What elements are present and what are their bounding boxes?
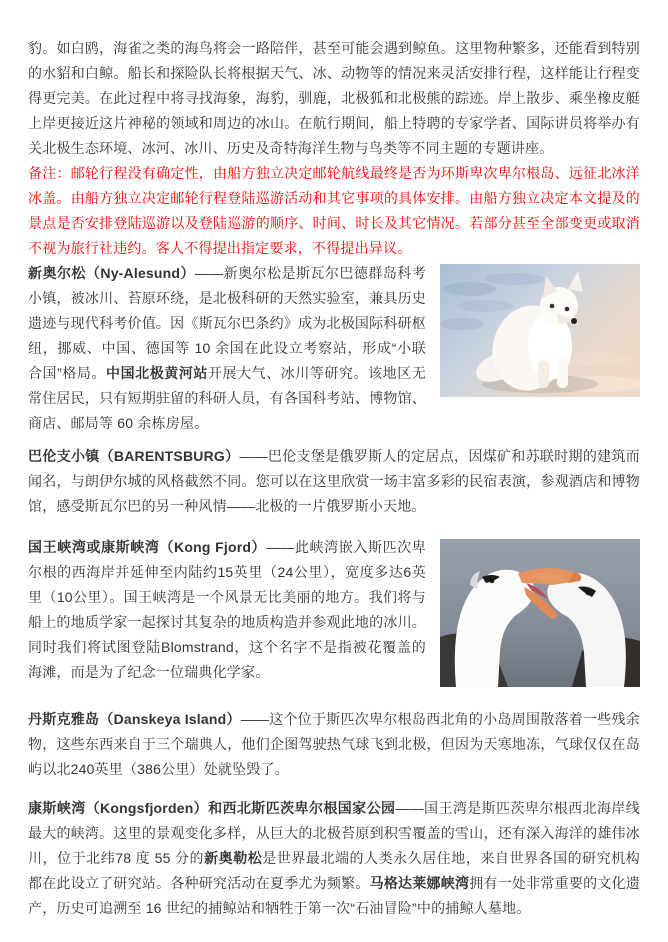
text-run: ——这个位于斯匹次卑尔根岛西北角的小岛周围散落着一些残余物，这些东西来自于三个瑞典人，他们企图驾驶热气球飞到北极，但因为天寒地冻，气球仅仅在岛屿以北240英里（386公里）处就坠毁了。 xyxy=(28,711,640,777)
section-kong-fjord xyxy=(28,535,640,691)
albatross-pair-image xyxy=(440,539,640,687)
section-barentsburg-text xyxy=(28,444,640,519)
section-kongsfjorden xyxy=(28,796,640,921)
bold-text-run: 新奥尔松（Ny-Alesund） xyxy=(28,265,195,281)
section-danskeya xyxy=(28,707,640,782)
text-run: ——国王湾是斯匹茨卑尔根西北海岸线最大的峡湾。这里的景观变化多样，从巨大的北极苔原到积雪覆盖的雪山，还有深入海洋的雄伟冰川，位于北纬78 度 55 分的 xyxy=(28,800,640,866)
bold-text-run: 马格达莱娜峡湾 xyxy=(369,875,470,891)
bold-text-run: 丹斯克雅岛（Danskeya Island） xyxy=(28,711,241,727)
text-run: 开展大气、冰川等研究。该地区无常住居民，只有短期驻留的科研人员，有各国科考站、博物馆、商店、邮局等 60 余栋房屋。 xyxy=(28,365,426,431)
bold-text-run: 巴伦支小镇（BARENTSBURG） xyxy=(28,448,240,464)
bold-text-run: 新奥勒松 xyxy=(204,850,263,866)
arctic-fox-image xyxy=(440,264,640,397)
text-run: 拥有一处非常重要的文化遗产，历史可追溯至 16 世纪的捕鲸站和牺牲于第一次“石油冒险”中的捕鲸人墓地。 xyxy=(28,875,640,916)
intro-paragraph xyxy=(28,36,640,161)
text-run: 豹。如白鸥，海雀之类的海鸟将会一路陪伴，甚至可能会遇到鲸鱼。这里物种繁多，还能看到特别的水貂和白鲸。船长和探险队长将根据天气、冰、动物等的情况来灵活安排行程，这样能让行程变得更完美。在此过程中将寻找海象，海豹，驯鹿，北极狐和北极熊的踪迹。岸上散步、乘坐橡皮艇上岸更接近这片神秘的领域和周边的冰山。在航行期间，船上特聘的专家学者、国际讲员将举办有关北极生态环境、冰河、冰川、历史及奇特海洋生物与鸟类等不同主题的专题讲座。 xyxy=(28,40,640,156)
section-danskeya-text xyxy=(28,707,640,782)
bold-text-run: 国王峡湾或康斯峡湾（Kong Fjord） xyxy=(28,539,267,555)
text-run: 备注：邮轮行程没有确定性，由船方独立决定邮轮航线最终是否为环斯卑次卑尔根岛、远征北冰洋冰盖。由船方独立决定邮轮行程登陆巡游活动和其它事项的具体安排。由船方独立决定本文提及的景点是否安排登陆巡游以及登陆巡游的顺序、时间、时长及其它情况。若部分甚至全部变更或取消不视为旅行社违约。客人不得提出指定要求，不得提出异议。 xyxy=(28,165,640,256)
bold-text-run: 中国北极黄河站 xyxy=(106,365,208,381)
bold-text-run: 康斯峡湾（Kongsfjorden）和西北斯匹茨卑尔根国家公园 xyxy=(28,800,396,816)
text-run: ——新奥尔松是斯瓦尔巴德群岛科考小镇，被冰川、苔原环绕，是北极科研的天然实验室，兼具历史遗迹与现代科考价值。因《斯瓦尔巴条约》成为北极国际科研枢纽，挪威、中国、德国等 10 余国在此设立考察站，形成“小联合国”格局。 xyxy=(28,265,426,381)
text-run: ——此峡湾嵌入斯匹次卑尔根的西海岸并延伸至内陆约15英里（24公里），宽度多达6英里（10公里）。国王峡湾是一个风景无比美丽的地方。我们将与船上的地质学家一起探讨其复杂的地质构造并参观此地的冰川。同时我们将试图登陆Blomstrand，这个名字不是指被花覆盖的海滩，而是为了纪念一位瑞典化学家。 xyxy=(28,539,426,680)
section-ny-alesund xyxy=(28,261,640,436)
section-kongsfjorden-text xyxy=(28,796,640,921)
text-run: 是世界最北端的人类永久居住地，来自世界各国的研究机构都在此设立了研究站。各种研究活动在夏季尤为频繁。 xyxy=(28,850,640,891)
section-barentsburg xyxy=(28,444,640,519)
notice-paragraph xyxy=(28,161,640,261)
text-run: ——巴伦支堡是俄罗斯人的定居点，因煤矿和苏联时期的建筑而闻名，与朗伊尔城的风格截然不同。您可以在这里欣赏一场丰富多彩的民宿表演，参观酒店和博物馆，感受斯瓦尔巴的另一种风情——北极的一片俄罗斯小天地。 xyxy=(28,448,640,514)
